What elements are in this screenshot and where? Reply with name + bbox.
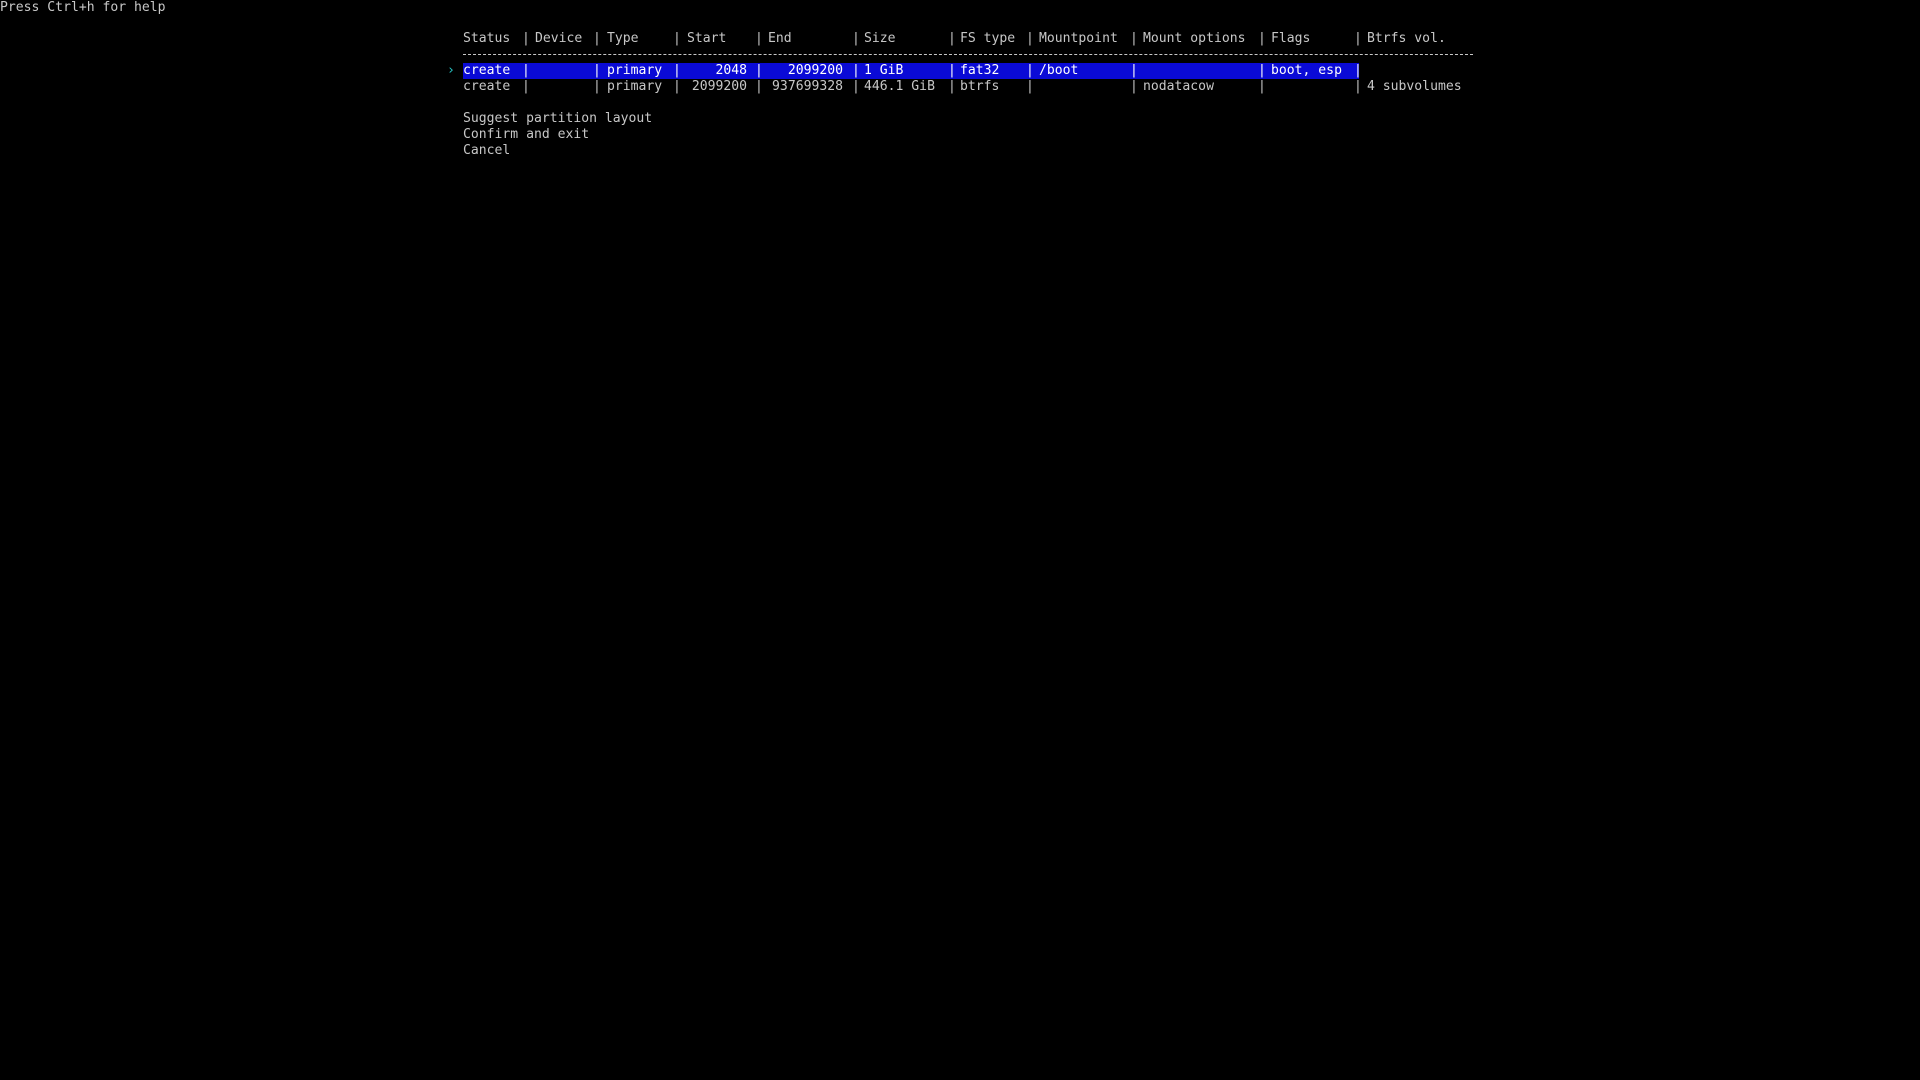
cell-type: primary (607, 79, 663, 94)
cell-fs-type: btrfs (960, 79, 1000, 94)
cell-size: 1 GiB (864, 63, 904, 78)
cell-flags: boot, esp (1271, 63, 1342, 78)
header-mountpoint: Mountpoint (1039, 31, 1118, 46)
cell-fs-type: fat32 (960, 63, 1000, 78)
col-separator: | (1130, 63, 1138, 78)
col-separator: | (673, 63, 681, 78)
header-device: Device (535, 31, 583, 46)
confirm-exit-option[interactable]: Confirm and exit (463, 127, 590, 142)
col-separator: | (755, 79, 763, 94)
cell-size: 446.1 GiB (864, 79, 935, 94)
col-separator: | (673, 79, 681, 94)
cell-start: 2099200 (691, 79, 747, 94)
col-separator: | (593, 31, 601, 46)
col-separator: | (852, 63, 860, 78)
cell-type: primary (607, 63, 663, 78)
header-start: Start (687, 31, 727, 46)
header-divider (463, 54, 1473, 55)
cell-btrfs-vol: 4 subvolumes (1367, 79, 1462, 94)
col-separator: | (755, 63, 763, 78)
col-separator: | (1026, 31, 1034, 46)
col-separator: | (1258, 63, 1266, 78)
cancel-option[interactable]: Cancel (463, 143, 511, 158)
col-separator: | (593, 63, 601, 78)
header-type: Type (607, 31, 639, 46)
col-separator: | (1354, 31, 1362, 46)
header-size: Size (864, 31, 896, 46)
col-separator: | (1258, 79, 1266, 94)
col-separator: | (1130, 79, 1138, 94)
col-separator: | (755, 31, 763, 46)
col-separator: | (948, 31, 956, 46)
selection-caret-icon: › (447, 63, 455, 78)
col-separator: | (1354, 63, 1362, 78)
col-separator: | (673, 31, 681, 46)
col-separator: | (522, 79, 530, 94)
col-separator: | (593, 79, 601, 94)
col-separator: | (1026, 79, 1034, 94)
cell-start: 2048 (715, 63, 747, 78)
header-mount-options: Mount options (1143, 31, 1246, 46)
table-row[interactable] (463, 63, 1363, 79)
cell-status: create (463, 63, 511, 78)
header-flags: Flags (1271, 31, 1311, 46)
col-separator: | (948, 63, 956, 78)
col-separator: | (948, 79, 956, 94)
cell-status: create (463, 79, 511, 94)
col-separator: | (1130, 31, 1138, 46)
col-separator: | (522, 63, 530, 78)
header-status: Status (463, 31, 511, 46)
col-separator: | (1354, 79, 1362, 94)
col-separator: | (852, 79, 860, 94)
table-header (463, 31, 1473, 47)
header-btrfs-vol: Btrfs vol. (1367, 31, 1446, 46)
cell-mountpoint: /boot (1039, 63, 1079, 78)
table-row[interactable] (463, 79, 1473, 95)
col-separator: | (1258, 31, 1266, 46)
help-hint: Press Ctrl+h for help (0, 0, 166, 15)
header-end: End (768, 31, 792, 46)
header-fs-type: FS type (960, 31, 1016, 46)
suggest-layout-option[interactable]: Suggest partition layout (463, 111, 653, 126)
col-separator: | (852, 31, 860, 46)
col-separator: | (1026, 63, 1034, 78)
cell-mount-options: nodatacow (1143, 79, 1214, 94)
cell-end: 2099200 (787, 63, 843, 78)
cell-end: 937699328 (772, 79, 843, 94)
col-separator: | (522, 31, 530, 46)
